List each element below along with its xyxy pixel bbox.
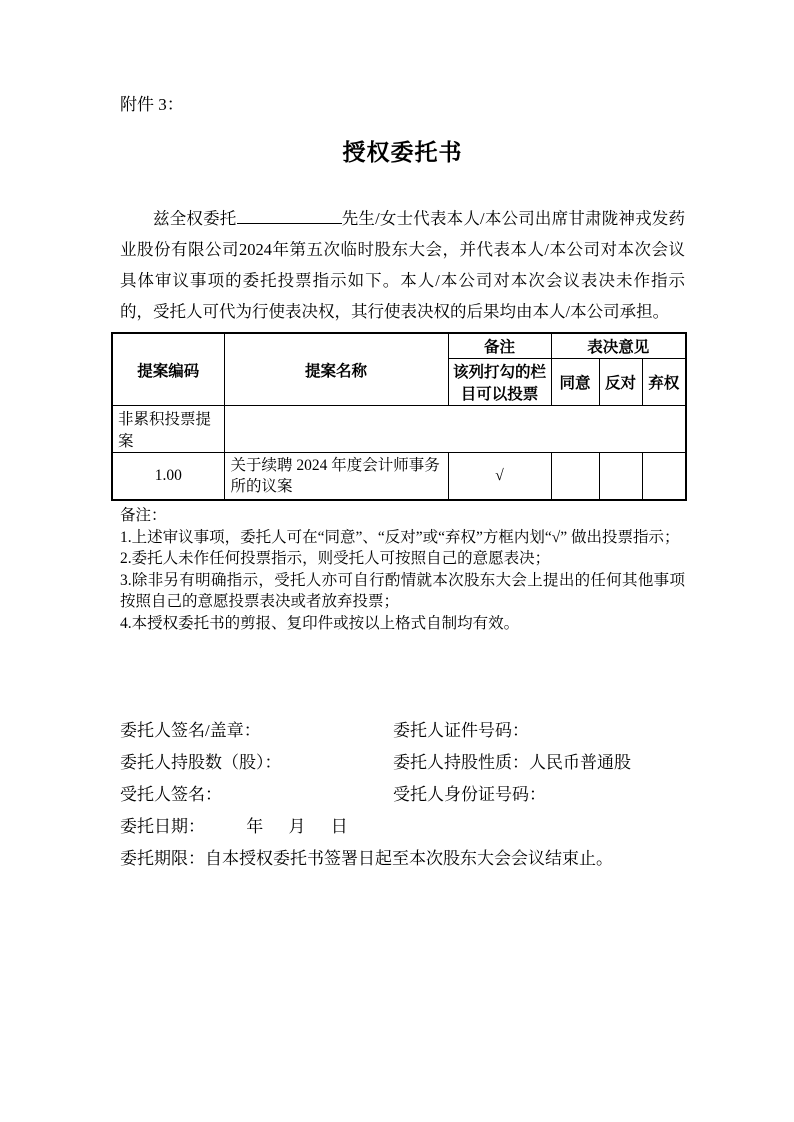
proposal-code-header: 提案编码 [112,333,224,406]
intro-body: 先生/女士代表本人/本公司出席甘肃陇神戎发药业股份有限公司2024年第五次临时股东大会，并代表本人/本公司对本次会议具体审议事项的委托投票指示如下。本人/本公司对本次会议表决未作指示的，受托人可代为行使表决权，其行使表决权的后果均由本人/本公司承担。 [120,209,686,321]
term-label: 委托期限：自本授权委托书签署日起至本次股东大会会议结束止。 [120,849,613,868]
proposal-row [112,453,686,501]
principal-shares-label: 委托人持股数（股）： [120,753,282,772]
date-row [120,816,685,848]
section-row [112,406,686,453]
agree-vote-cell [551,453,599,501]
proposal-name-header: 提案名称 [224,333,448,406]
date-label: 委托日期： [120,817,205,836]
term-row [120,848,685,880]
signature-row-2 [120,752,685,784]
section-row-label: 非累积投票提案 [112,406,224,453]
note-item-1: 1.上述审议事项，委托人可在“同意”、“反对”或“弃权”方框内划“√” 做出投票指示； [120,528,680,546]
trustee-signature-label: 受托人签名： [120,785,222,804]
abstain-vote-cell [642,453,686,501]
remark-check-cell: √ [448,453,551,501]
attorney-name-blank [237,209,342,224]
page-title: 授权委托书 [342,140,463,165]
notes-title: 备注： [120,507,167,524]
table-header-row-1 [112,333,686,359]
section-row-empty-cell [224,406,686,453]
principal-signature-label: 委托人签名/盖章： [120,721,261,740]
vote-opinion-header: 表决意见 [551,333,686,359]
signature-row-3 [120,784,685,816]
intro-lead: 兹全权委托 [153,209,237,228]
remark-header: 备注 [448,333,551,359]
attachment-label: 附件 3： [120,95,184,114]
signature-row-1 [120,720,685,752]
principal-share-type-label: 委托人持股性质：人民币普通股 [393,753,631,772]
oppose-vote-cell [599,453,642,501]
remark-sub-header: 该列打勾的栏目可以投票 [448,359,551,406]
trustee-id-label: 受托人身份证号码： [393,785,546,804]
date-year-label: 年 [246,817,264,836]
voting-table [111,332,687,501]
principal-id-label: 委托人证件号码： [393,721,529,740]
date-day-label: 日 [330,817,348,836]
date-month-label: 月 [288,817,306,836]
notes-section [120,505,685,634]
oppose-header: 反对 [599,359,642,406]
note-item-3: 3.除非另有明确指示，受托人亦可自行酌情就本次股东大会上提出的任何其他事项按照自己的意愿投票表决或者放弃投票； [120,571,685,610]
intro-paragraph [120,203,685,327]
note-item-4: 4.本授权委托书的剪报、复印件或按以上格式自制均有效。 [120,614,520,632]
agree-header: 同意 [551,359,599,406]
abstain-header: 弃权 [642,359,686,406]
signature-block [120,720,685,880]
note-item-2: 2.委托人未作任何投票指示，则受托人可按照自己的意愿表决； [120,550,551,567]
proposal-name-cell: 关于续聘 2024 年度会计师事务所的议案 [224,453,448,501]
proposal-code-cell: 1.00 [112,453,224,501]
